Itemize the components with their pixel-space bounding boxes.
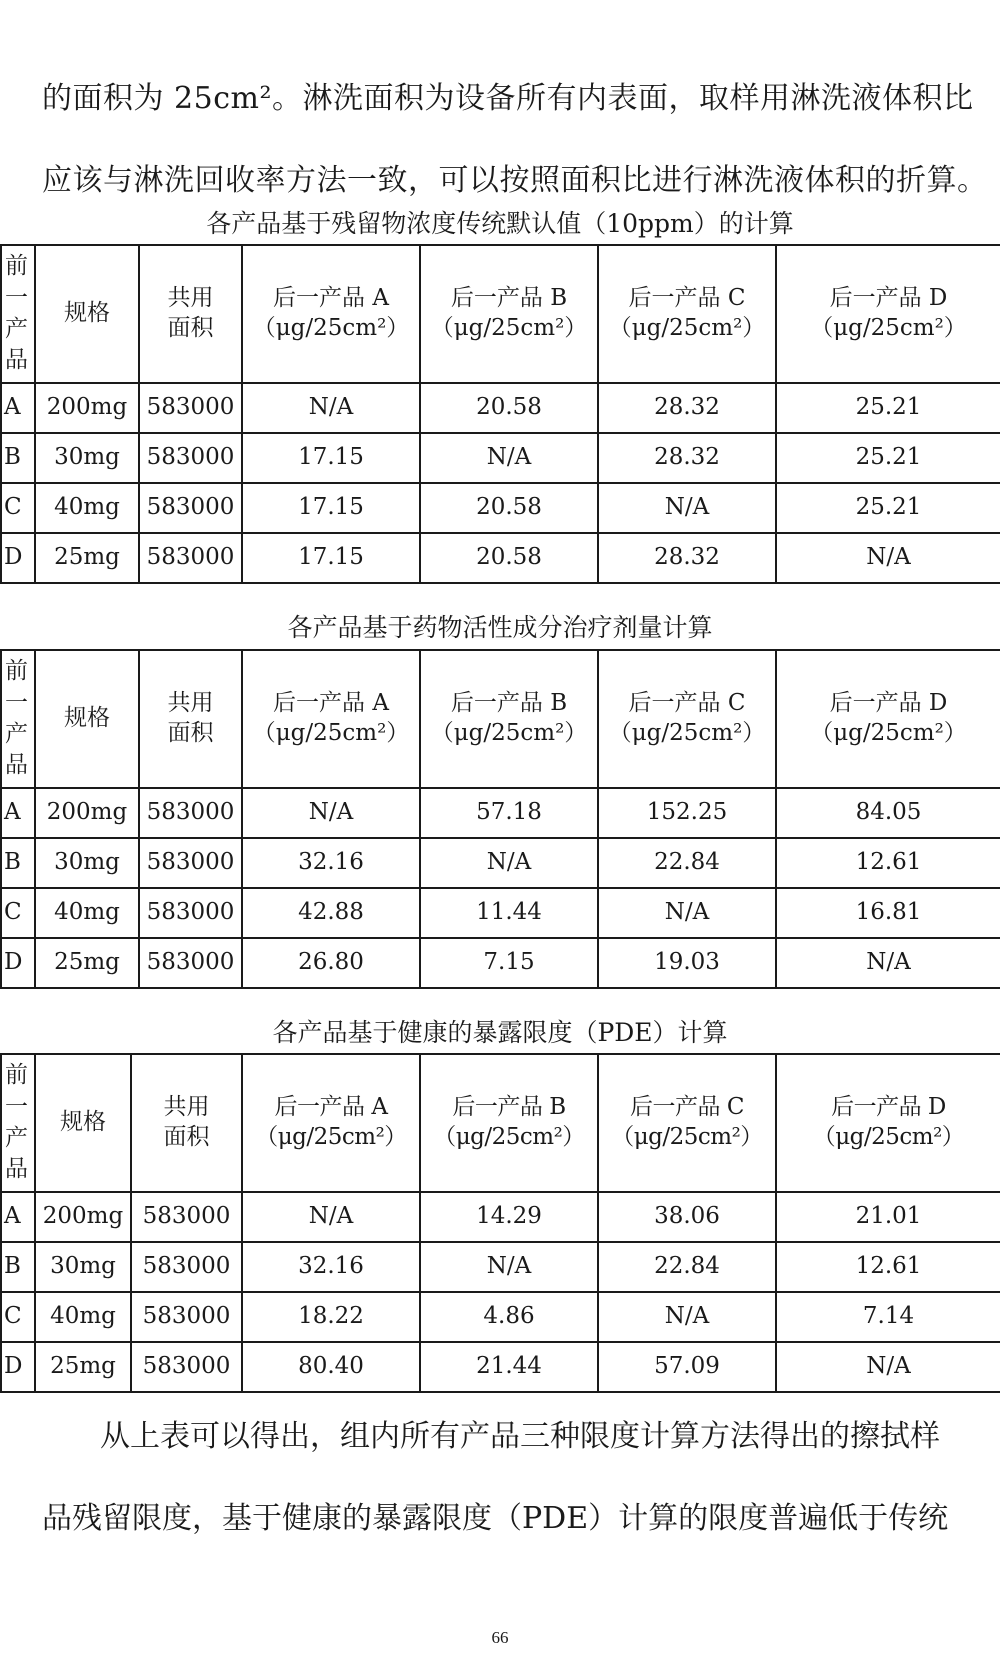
spec-cell: 25mg (35, 1342, 131, 1392)
next-product-c-header: 后一产品 C （μg/25cm²） (598, 245, 776, 383)
value-cell: 20.58 (420, 483, 598, 533)
table-row (1, 788, 1000, 838)
table-header-row (1, 245, 1000, 383)
value-cell: 17.15 (242, 483, 420, 533)
product-cell: B (1, 1242, 35, 1292)
spec-header: 规格 (35, 650, 139, 788)
value-cell: N/A (420, 1242, 598, 1292)
value-cell: N/A (242, 788, 420, 838)
table-row (1, 1342, 1000, 1392)
value-cell: 25.21 (776, 383, 1000, 433)
table-row (1, 533, 1000, 583)
value-cell: 22.84 (598, 838, 776, 888)
area-cell: 583000 (139, 433, 242, 483)
value-cell: N/A (776, 938, 1000, 988)
value-cell: N/A (776, 1342, 1000, 1392)
spec-cell: 40mg (35, 888, 139, 938)
value-cell: N/A (776, 533, 1000, 583)
value-cell: 80.40 (242, 1342, 420, 1392)
value-cell: 21.44 (420, 1342, 598, 1392)
value-cell: 25.21 (776, 483, 1000, 533)
previous-product-header: 前 一 产 品 (1, 650, 35, 788)
spec-cell: 200mg (35, 1192, 131, 1242)
product-cell: D (1, 533, 35, 583)
table-header-row (1, 1054, 1000, 1192)
table-row (1, 1192, 1000, 1242)
therapeutic-dose-table (0, 649, 1000, 989)
value-cell: 152.25 (598, 788, 776, 838)
value-cell: N/A (598, 483, 776, 533)
next-product-c-header: 后一产品 C （μg/25cm²） (598, 1054, 776, 1192)
next-product-c-header: 后一产品 C （μg/25cm²） (598, 650, 776, 788)
value-cell: 22.84 (598, 1242, 776, 1292)
value-cell: 25.21 (776, 433, 1000, 483)
next-product-d-header: 后一产品 D （μg/25cm²） (776, 1054, 1000, 1192)
value-cell: N/A (598, 888, 776, 938)
area-cell: 583000 (131, 1192, 242, 1242)
spec-cell: 40mg (35, 483, 139, 533)
value-cell: 38.06 (598, 1192, 776, 1242)
spec-header: 规格 (35, 1054, 131, 1192)
table-2-caption: 各产品基于药物活性成分治疗剂量计算 (287, 613, 713, 642)
product-cell: A (1, 1192, 35, 1242)
table-row (1, 483, 1000, 533)
value-cell: 17.15 (242, 433, 420, 483)
area-cell: 583000 (131, 1242, 242, 1292)
next-product-b-header: 后一产品 B （μg/25cm²） (420, 245, 598, 383)
value-cell: 20.58 (420, 533, 598, 583)
shared-area-header: 共用 面积 (131, 1054, 242, 1192)
pde-limit-table (0, 1053, 1000, 1393)
table-row (1, 1242, 1000, 1292)
value-cell: 84.05 (776, 788, 1000, 838)
value-cell: 7.14 (776, 1292, 1000, 1342)
area-cell: 583000 (139, 533, 242, 583)
table-row (1, 433, 1000, 483)
value-cell: N/A (242, 383, 420, 433)
product-cell: D (1, 938, 35, 988)
spec-cell: 40mg (35, 1292, 131, 1342)
value-cell: 17.15 (242, 533, 420, 583)
conclusion-paragraph (0, 1396, 1000, 1560)
value-cell: 28.32 (598, 433, 776, 483)
value-cell: 26.80 (242, 938, 420, 988)
area-cell: 583000 (139, 383, 242, 433)
spec-cell: 200mg (35, 383, 139, 433)
product-cell: C (1, 1292, 35, 1342)
table-row (1, 838, 1000, 888)
area-cell: 583000 (139, 483, 242, 533)
product-cell: D (1, 1342, 35, 1392)
next-product-a-header: 后一产品 A （μg/25cm²） (242, 650, 420, 788)
area-cell: 583000 (131, 1342, 242, 1392)
table-row (1, 938, 1000, 988)
value-cell: 21.01 (776, 1192, 1000, 1242)
conclusion-line-2: 品残留限度，基于健康的暴露限度（PDE）计算的限度普遍低于传统 (42, 1501, 949, 1536)
value-cell: 32.16 (242, 838, 420, 888)
spec-cell: 25mg (35, 533, 139, 583)
value-cell: 12.61 (776, 838, 1000, 888)
spec-cell: 30mg (35, 838, 139, 888)
value-cell: N/A (420, 433, 598, 483)
spec-cell: 30mg (35, 1242, 131, 1292)
table-row (1, 888, 1000, 938)
value-cell: 14.29 (420, 1192, 598, 1242)
table-row (1, 1292, 1000, 1342)
page-number: 66 (491, 1628, 509, 1647)
intro-line-2: 应该与淋洗回收率方法一致，可以按照面积比进行淋洗液体积的折算。 (42, 163, 988, 198)
area-cell: 583000 (131, 1292, 242, 1342)
value-cell: N/A (420, 838, 598, 888)
area-cell: 583000 (139, 888, 242, 938)
value-cell: 12.61 (776, 1242, 1000, 1292)
next-product-d-header: 后一产品 D （μg/25cm²） (776, 650, 1000, 788)
area-cell: 583000 (139, 838, 242, 888)
table-row (1, 383, 1000, 433)
value-cell: 4.86 (420, 1292, 598, 1342)
residue-10ppm-table (0, 244, 1000, 584)
next-product-a-header: 后一产品 A （μg/25cm²） (242, 245, 420, 383)
conclusion-line-1: 从上表可以得出，组内所有产品三种限度计算方法得出的擦拭样 (100, 1419, 940, 1454)
product-cell: A (1, 383, 35, 433)
next-product-a-header: 后一产品 A （μg/25cm²） (242, 1054, 420, 1192)
value-cell: 18.22 (242, 1292, 420, 1342)
value-cell: 57.09 (598, 1342, 776, 1392)
value-cell: 16.81 (776, 888, 1000, 938)
value-cell: 19.03 (598, 938, 776, 988)
table-3-caption: 各产品基于健康的暴露限度（PDE）计算 (272, 1018, 728, 1047)
value-cell: 28.32 (598, 533, 776, 583)
value-cell: N/A (242, 1192, 420, 1242)
value-cell: 57.18 (420, 788, 598, 838)
product-cell: B (1, 838, 35, 888)
next-product-d-header: 后一产品 D （μg/25cm²） (776, 245, 1000, 383)
value-cell: N/A (598, 1292, 776, 1342)
value-cell: 42.88 (242, 888, 420, 938)
value-cell: 7.15 (420, 938, 598, 988)
product-cell: B (1, 433, 35, 483)
value-cell: 11.44 (420, 888, 598, 938)
table-header-row (1, 650, 1000, 788)
intro-paragraph (0, 58, 1000, 222)
product-cell: C (1, 483, 35, 533)
spec-cell: 30mg (35, 433, 139, 483)
spec-header: 规格 (35, 245, 139, 383)
area-cell: 583000 (139, 938, 242, 988)
shared-area-header: 共用 面积 (139, 245, 242, 383)
product-cell: C (1, 888, 35, 938)
shared-area-header: 共用 面积 (139, 650, 242, 788)
value-cell: 32.16 (242, 1242, 420, 1292)
previous-product-header: 前 一 产 品 (1, 245, 35, 383)
previous-product-header: 前 一 产 品 (1, 1054, 35, 1192)
spec-cell: 25mg (35, 938, 139, 988)
value-cell: 20.58 (420, 383, 598, 433)
value-cell: 28.32 (598, 383, 776, 433)
table-1-caption: 各产品基于残留物浓度传统默认值（10ppm）的计算 (206, 209, 794, 238)
area-cell: 583000 (139, 788, 242, 838)
spec-cell: 200mg (35, 788, 139, 838)
next-product-b-header: 后一产品 B （μg/25cm²） (420, 1054, 598, 1192)
product-cell: A (1, 788, 35, 838)
intro-line-1: 的面积为 25cm²。淋洗面积为设备所有内表面，取样用淋洗液体积比 (42, 81, 974, 116)
next-product-b-header: 后一产品 B （μg/25cm²） (420, 650, 598, 788)
